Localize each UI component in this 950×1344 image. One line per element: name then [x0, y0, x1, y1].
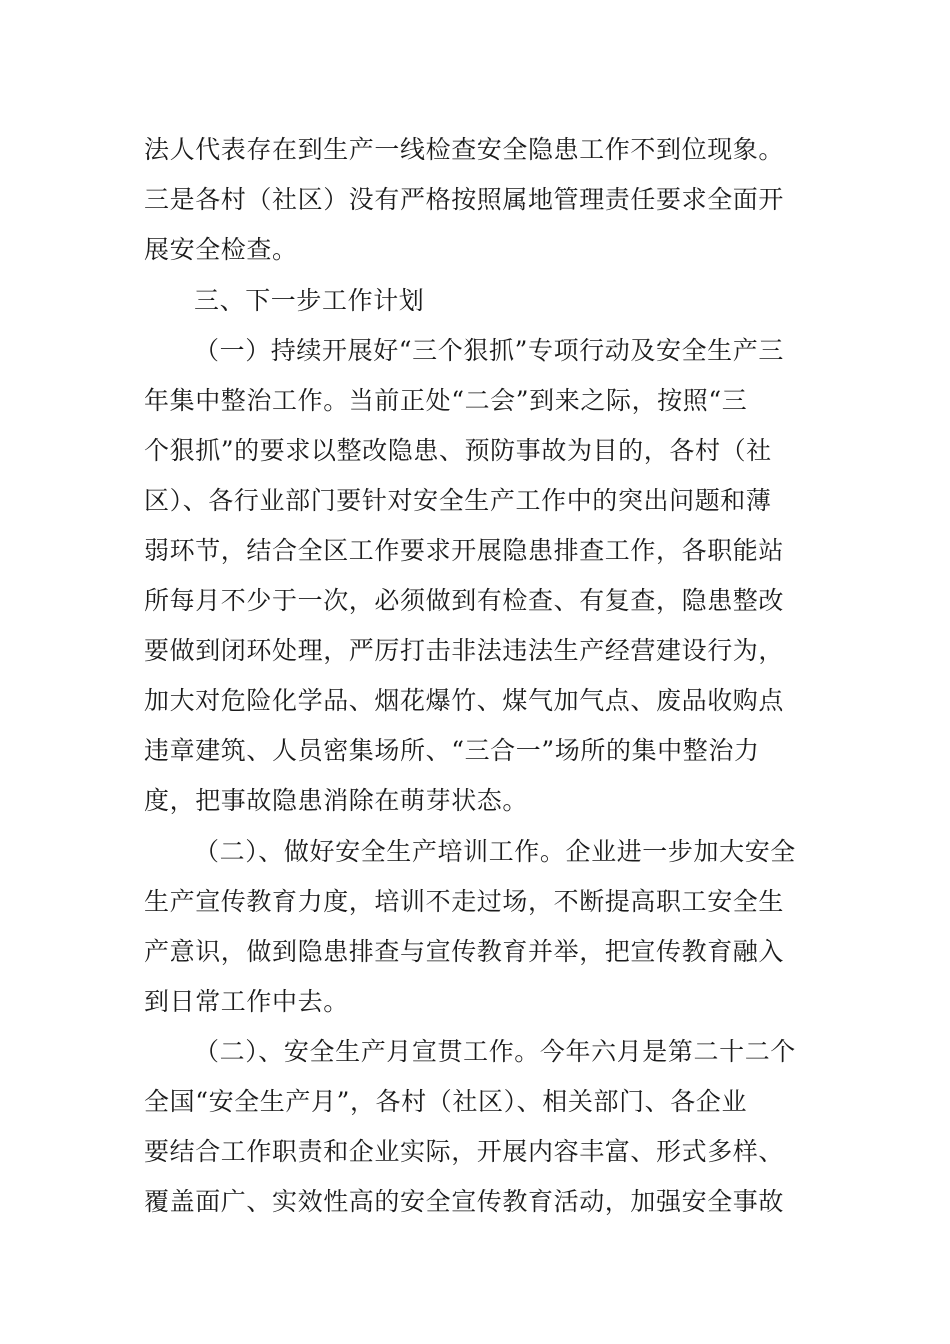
body-text-line: 生产宣传教育力度，培训不走过场，不断提高职工安全生	[144, 887, 785, 916]
body-text-line: 全国“安全生产月”，各村（社区）、相关部门、各企业	[144, 1087, 748, 1116]
body-text-line: 个狠抓”的要求以整改隐患、预防事故为目的，各村（社	[144, 436, 772, 465]
paragraph-heading: （二）、安全生产月宣贯工作。今年六月是第二十二个	[194, 1037, 796, 1066]
body-text-line: 展安全检查。	[144, 235, 298, 264]
body-text-line: 覆盖面广、实效性高的安全宣传教育活动，加强安全事故	[144, 1187, 785, 1216]
body-text-line: 年集中整治工作。当前正处“二会”到来之际，按照“三	[144, 386, 748, 415]
body-text-line: 产意识，做到隐患排查与宣传教育并举，把宣传教育融入	[144, 937, 785, 966]
body-text-line: 违章建筑、人员密集场所、“三合一”场所的集中整治力	[144, 736, 760, 765]
body-text-line: 加大对危险化学品、烟花爆竹、煤气加气点、废品收购点	[144, 686, 785, 715]
body-text-line: 区）、各行业部门要针对安全生产工作中的突出问题和薄	[144, 486, 772, 515]
body-text-line: 度，把事故隐患消除在萌芽状态。	[144, 786, 529, 815]
body-text-line: 要做到闭环处理，严厉打击非法违法生产经营建设行为，	[144, 636, 785, 665]
body-text-line: 所每月不少于一次，必须做到有检查、有复查，隐患整改	[144, 586, 785, 615]
body-text-line: 到日常工作中去。	[144, 987, 349, 1016]
body-text-line: 弱环节，结合全区工作要求开展隐患排查工作，各职能站	[144, 536, 785, 565]
paragraph-heading: （二）、做好安全生产培训工作。企业进一步加大安全	[194, 837, 796, 866]
body-text-line: 法人代表存在到生产一线检查安全隐患工作不到位现象。	[144, 135, 785, 164]
body-text-line: 要结合工作职责和企业实际，开展内容丰富、形式多样、	[144, 1137, 785, 1166]
paragraph-heading: （一）持续开展好“三个狠抓”专项行动及安全生产三	[194, 336, 784, 365]
section-heading: 三、下一步工作计划	[194, 286, 425, 315]
body-text-line: 三是各村（社区）没有严格按照属地管理责任要求全面开	[144, 185, 785, 214]
